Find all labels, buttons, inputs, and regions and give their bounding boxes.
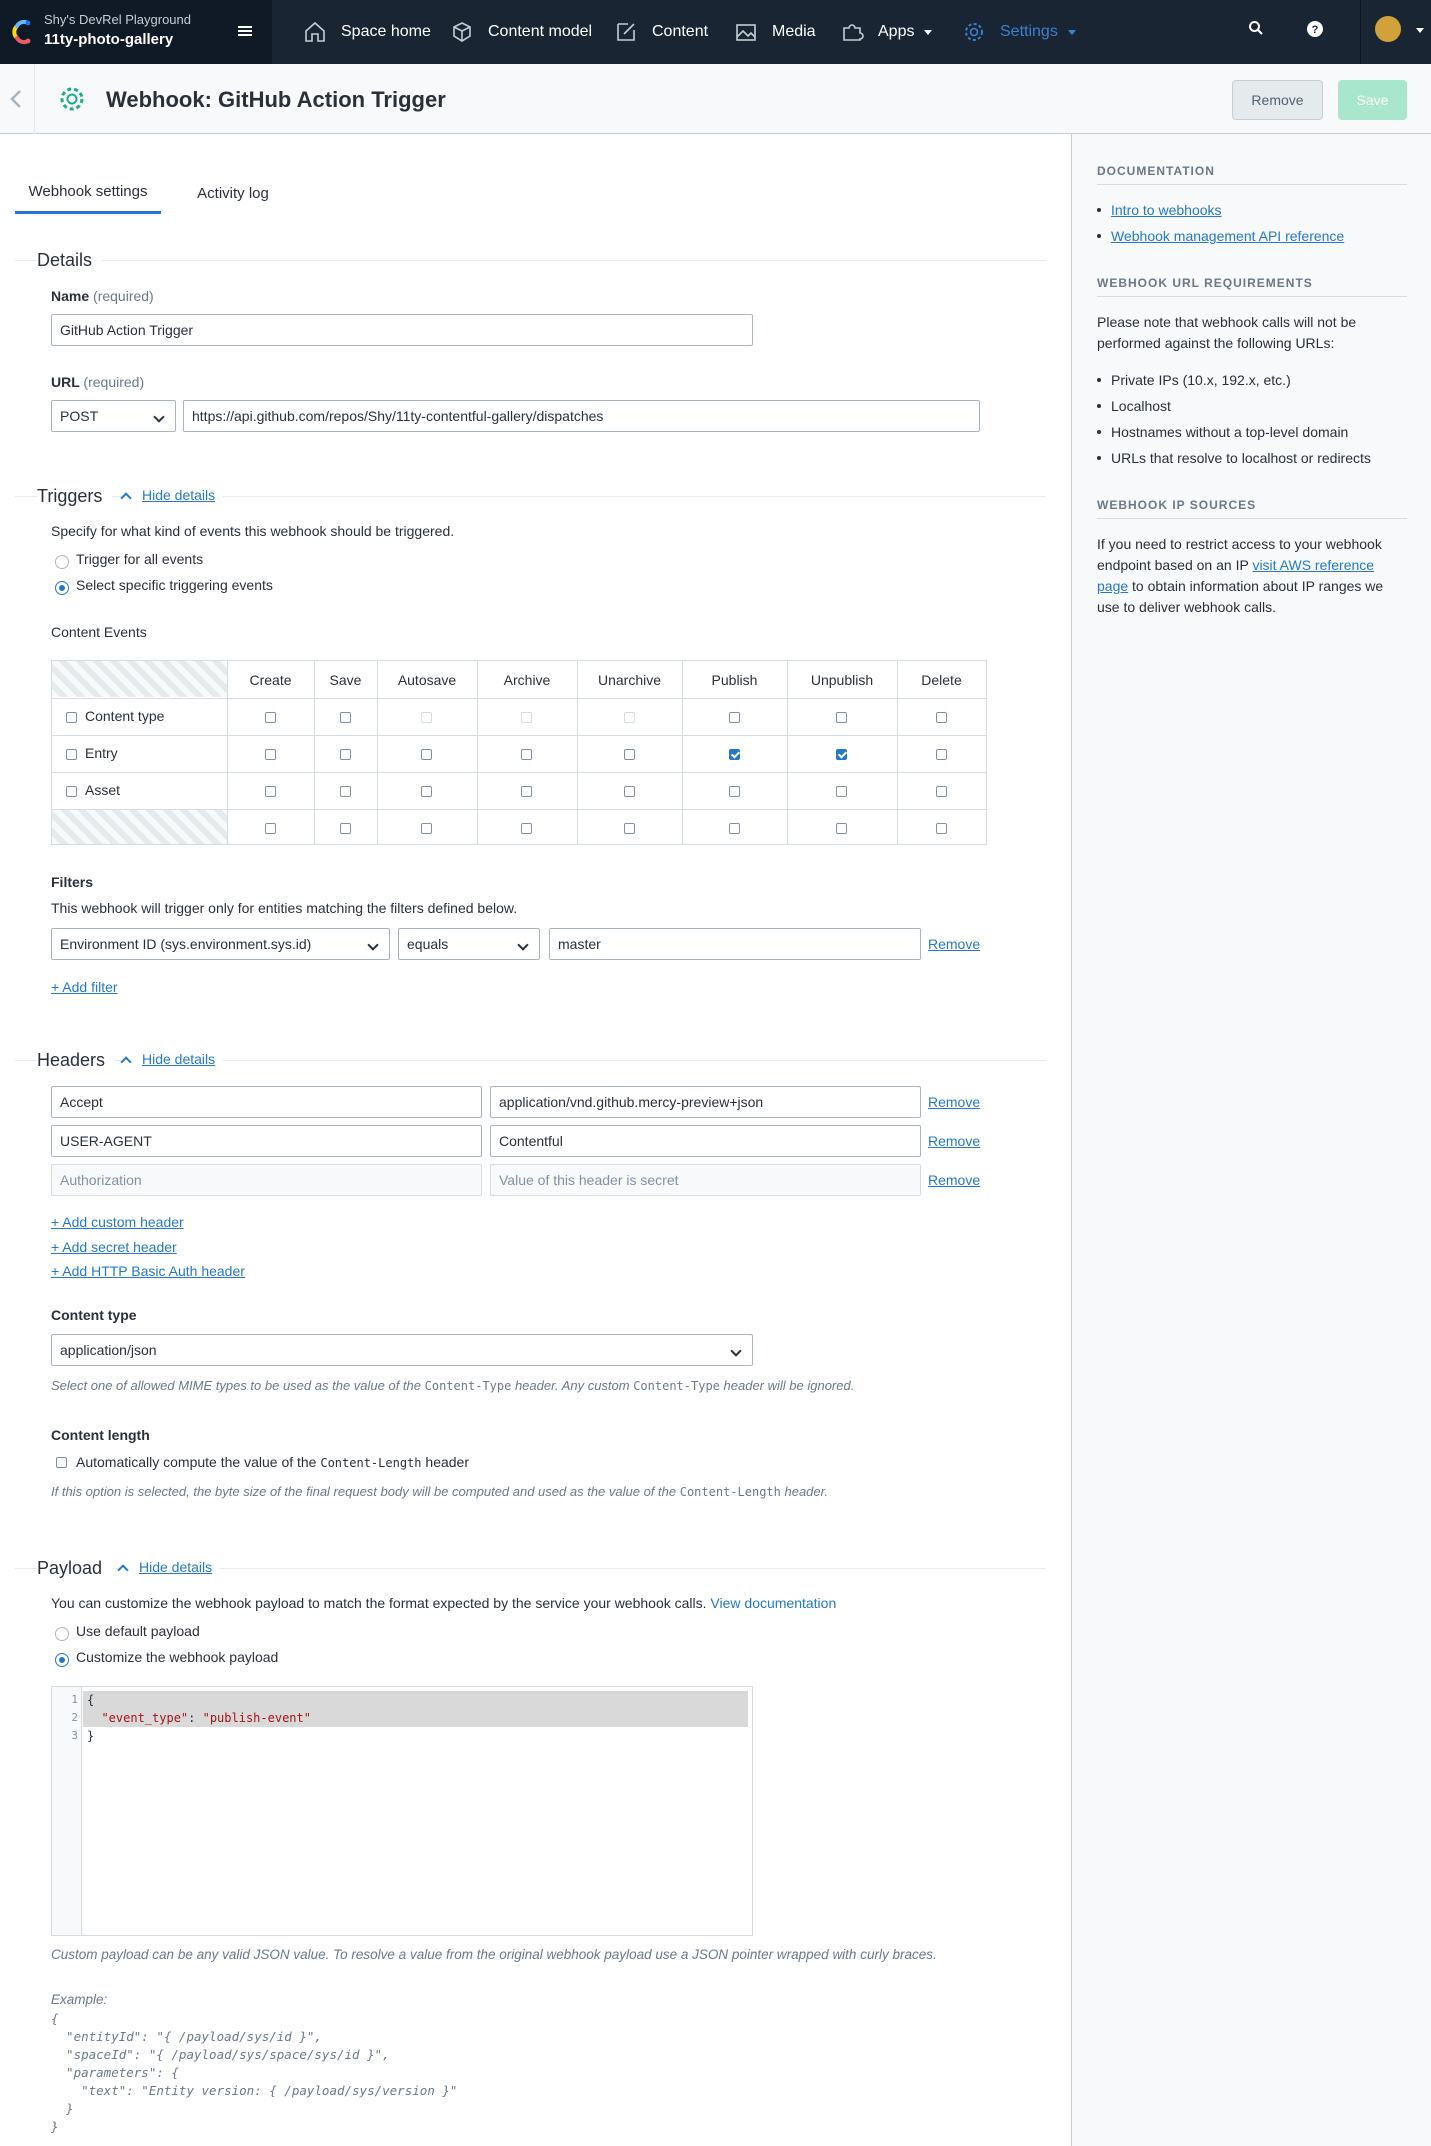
headers-heading: Headers <box>37 1050 115 1071</box>
payload-heading: Payload <box>37 1558 112 1579</box>
hide-details-link[interactable]: Hide details <box>142 1051 216 1067</box>
column-header: Create <box>249 671 292 688</box>
nav-label: Settings <box>1000 23 1058 40</box>
payload-description-text: You can customize the webhook payload to match the format expected by the service your webhook calls. <box>51 1595 707 1611</box>
list-item: URLs that resolve to localhost or redirects <box>1097 445 1407 471</box>
triggers-heading: Triggers <box>37 486 112 507</box>
nav-label: Content model <box>488 23 593 40</box>
settings-gear-icon <box>58 85 86 113</box>
documentation-heading: DOCUMENTATION <box>1097 164 1407 185</box>
column-header: Save <box>329 671 362 688</box>
hint-text: header. Any custom <box>511 1378 634 1393</box>
content-type-select[interactable]: application/json <box>51 1334 753 1366</box>
event-checkbox[interactable] <box>521 786 532 797</box>
column-header: Archive <box>503 671 551 688</box>
event-checkbox[interactable] <box>265 712 276 723</box>
nav-content-model[interactable] <box>450 0 592 64</box>
event-checkbox[interactable] <box>836 749 847 760</box>
add-filter-link[interactable]: + Add filter <box>51 979 118 995</box>
column-select-all-checkbox[interactable] <box>624 823 635 834</box>
line-number: 1 <box>71 1693 78 1706</box>
event-checkbox[interactable] <box>340 749 351 760</box>
row-select-all-checkbox[interactable] <box>66 786 77 797</box>
chevron-up-icon <box>120 492 131 503</box>
list-item: Hostnames without a top-level domain <box>1097 419 1407 445</box>
name-label <box>51 288 154 304</box>
code-key: "event_type" <box>101 1711 189 1725</box>
list-item: Localhost <box>1097 393 1407 419</box>
chevron-down-icon <box>1068 30 1076 35</box>
hint-text: header. <box>780 1484 829 1499</box>
url-requirements-heading: WEBHOOK URL REQUIREMENTS <box>1097 276 1407 297</box>
example-label: Example: <box>51 1992 108 2007</box>
radio-default-payload[interactable] <box>55 1627 69 1641</box>
code-value: "publish-event" <box>202 1711 311 1725</box>
filter-value-input[interactable]: master <box>549 928 921 960</box>
event-checkbox[interactable] <box>936 712 947 723</box>
url-requirements-description: Please note that webhook calls will not be performed against the following URLs: <box>1097 314 1357 351</box>
page-title: Webhook: GitHub Action Trigger <box>106 87 446 112</box>
back-arrow-icon[interactable] <box>8 89 24 109</box>
divider <box>34 64 35 134</box>
nav-label: Media <box>772 23 816 40</box>
required-marker: (required) <box>83 374 145 390</box>
radio-specific-events[interactable] <box>55 581 69 595</box>
event-checkbox[interactable] <box>936 749 947 760</box>
filters-heading: Filters <box>51 874 94 890</box>
event-checkbox[interactable] <box>265 749 276 760</box>
nav-divider <box>1360 0 1361 64</box>
header-remove-link[interactable]: Remove <box>928 1094 981 1110</box>
workbench-header <box>0 64 1431 134</box>
documentation-list <box>1097 197 1407 249</box>
event-checkbox[interactable] <box>936 786 947 797</box>
header-value-input[interactable]: application/vnd.github.mercy-preview+json <box>490 1086 921 1118</box>
column-header: Delete <box>921 671 962 688</box>
view-documentation-link[interactable]: View documentation <box>710 1595 837 1611</box>
menu-icon[interactable] <box>236 22 254 40</box>
filter-remove-link[interactable]: Remove <box>928 936 981 952</box>
table-row-footer <box>52 809 986 846</box>
radio-all-events-label: Trigger for all events <box>76 551 204 567</box>
column-header: Unarchive <box>597 671 662 688</box>
code-line: } <box>87 1729 95 1743</box>
header-key-input[interactable]: USER-AGENT <box>51 1125 482 1157</box>
list-item <box>1097 223 1407 249</box>
content-icon <box>614 20 638 44</box>
header-key-input[interactable]: Accept <box>51 1086 482 1118</box>
event-checkbox[interactable] <box>836 786 847 797</box>
hide-details-link[interactable]: Hide details <box>139 1559 213 1575</box>
content-model-icon <box>450 20 474 44</box>
column-header: Autosave <box>397 671 457 688</box>
add-custom-header-link[interactable]: + Add custom header <box>51 1214 184 1230</box>
content-events-table <box>51 660 987 845</box>
nav-apps[interactable] <box>840 0 932 64</box>
triggers-hide-details[interactable] <box>122 487 223 503</box>
header-remove-link[interactable]: Remove <box>928 1133 981 1149</box>
ip-text: If you need to restrict access to your webhook endpoint based on an IP <box>1097 536 1382 573</box>
url-label <box>51 374 144 390</box>
column-select-all-checkbox[interactable] <box>265 823 276 834</box>
column-select-all-checkbox[interactable] <box>521 823 532 834</box>
payload-description <box>51 1595 836 1611</box>
column-select-all-checkbox[interactable] <box>936 823 947 834</box>
media-icon <box>734 20 758 44</box>
line-number: 2 <box>71 1711 78 1724</box>
event-checkbox[interactable] <box>624 786 635 797</box>
avatar[interactable] <box>1375 16 1401 42</box>
event-checkbox[interactable] <box>340 712 351 723</box>
checkbox-text: header <box>421 1454 469 1470</box>
line-number: 3 <box>71 1729 78 1742</box>
section-divider <box>15 260 1046 261</box>
column-select-all-checkbox[interactable] <box>421 823 432 834</box>
add-basic-auth-header-link[interactable]: + Add HTTP Basic Auth header <box>51 1263 245 1279</box>
space-name: 11ty-photo-gallery <box>44 31 174 48</box>
content-type-label: Content type <box>51 1307 137 1323</box>
settings-icon <box>962 20 986 44</box>
checkbox-text: Automatically compute the value of the <box>76 1454 321 1470</box>
payload-code-editor[interactable] <box>51 1686 753 1936</box>
table-corner <box>52 661 227 697</box>
hint-text: header will be ignored. <box>719 1378 855 1393</box>
payload-hide-details[interactable] <box>119 1559 220 1575</box>
column-header: Publish <box>711 671 758 688</box>
url-requirements-list <box>1097 367 1407 471</box>
event-checkbox[interactable] <box>521 749 532 760</box>
filter-operator-select[interactable]: equals <box>398 928 540 960</box>
space-switcher[interactable] <box>0 0 272 64</box>
required-marker: (required) <box>93 288 154 304</box>
hint-code: Content-Type <box>424 1379 512 1393</box>
table-row <box>52 735 986 772</box>
nav-label: Content <box>652 23 709 40</box>
hide-details-link[interactable]: Hide details <box>142 487 216 503</box>
event-checkbox[interactable] <box>836 712 847 723</box>
nav-content[interactable] <box>614 0 708 64</box>
url-input[interactable]: https://api.github.com/repos/Shy/11ty-contentful-gallery/dispatches <box>183 400 980 432</box>
table-row <box>52 698 986 735</box>
row-label: Content type <box>85 708 165 724</box>
event-checkbox[interactable] <box>421 786 432 797</box>
chevron-up-icon <box>117 1564 128 1575</box>
row-select-all-checkbox[interactable] <box>66 749 77 760</box>
help-icon[interactable] <box>1306 20 1324 38</box>
event-checkbox[interactable] <box>265 786 276 797</box>
payload-hint: Custom payload can be any valid JSON value. To resolve a value from the original webhook payload use a JSON pointer wrapped with curly braces. <box>51 1947 937 1962</box>
nav-label: Apps <box>878 23 915 40</box>
name-input[interactable]: GitHub Action Trigger <box>51 314 753 346</box>
event-checkbox <box>421 712 432 723</box>
content-type-hint <box>51 1378 854 1393</box>
column-select-all-checkbox[interactable] <box>340 823 351 834</box>
code-line: "event_type": "publish-event" <box>101 1711 311 1725</box>
org-name: Shy's DevRel Playground <box>44 12 191 27</box>
radio-all-events[interactable] <box>55 555 69 569</box>
secret-header-value-input[interactable]: Value of this header is secret <box>490 1164 921 1196</box>
code-line: { <box>87 1693 95 1707</box>
checkbox-code: Content-Length <box>320 1456 422 1470</box>
filter-field-select[interactable]: Environment ID (sys.environment.sys.id) <box>51 928 390 960</box>
event-checkbox <box>521 712 532 723</box>
contentful-logo-icon <box>8 17 34 47</box>
nav-settings[interactable] <box>962 0 1076 64</box>
tab-webhook-settings[interactable]: Webhook settings <box>15 172 161 214</box>
event-checkbox[interactable] <box>624 749 635 760</box>
headers-hide-details[interactable] <box>122 1051 223 1067</box>
editor-gutter <box>52 1687 82 1935</box>
radio-specific-events-label: Select specific triggering events <box>76 577 273 593</box>
event-checkbox[interactable] <box>340 786 351 797</box>
top-navigation <box>0 0 1431 64</box>
row-select-all-checkbox[interactable] <box>66 712 77 723</box>
event-checkbox[interactable] <box>729 749 740 760</box>
remove-button[interactable]: Remove <box>1232 80 1323 120</box>
http-method-select[interactable]: POST <box>51 400 176 432</box>
secret-header-key-input[interactable]: Authorization <box>51 1164 482 1196</box>
column-select-all-checkbox[interactable] <box>836 823 847 834</box>
hint-text: If this option is selected, the byte size of the final request body will be computed and used as the value of the <box>51 1484 680 1499</box>
home-icon <box>303 20 327 44</box>
apps-icon <box>840 20 864 44</box>
ip-sources-description <box>1097 534 1407 618</box>
payload-example: { "entityId": "{ /payload/sys/id }", "spaceId": "{ /payload/sys/space/sys/id }", "parameters": { "text": "Entity version: { /payload/sys/version }" } } <box>51 2011 458 2134</box>
content-length-hint <box>51 1484 828 1499</box>
details-heading: Details <box>37 250 102 271</box>
column-select-all-checkbox[interactable] <box>729 823 740 834</box>
nav-media[interactable] <box>734 0 816 64</box>
tab-activity-log[interactable]: Activity log <box>197 184 269 202</box>
hint-code: Content-Type <box>633 1379 720 1393</box>
editor-text-area[interactable] <box>83 1687 752 1935</box>
chevron-down-icon <box>924 30 932 35</box>
event-checkbox[interactable] <box>729 712 740 723</box>
filters-description: This webhook will trigger only for entities matching the filters defined below. <box>51 900 518 916</box>
list-item <box>1097 197 1407 223</box>
content-length-checkbox[interactable] <box>56 1457 67 1468</box>
url-label-text: URL <box>51 374 80 390</box>
radio-default-payload-label: Use default payload <box>76 1623 200 1639</box>
row-label: Asset <box>85 782 121 798</box>
header-value-input[interactable]: Contentful <box>490 1125 921 1157</box>
add-secret-header-link[interactable]: + Add secret header <box>51 1239 177 1255</box>
ip-sources-heading: WEBHOOK IP SOURCES <box>1097 498 1407 519</box>
aws-reference-link[interactable]: visit AWS reference page <box>1097 557 1375 594</box>
event-checkbox[interactable] <box>421 749 432 760</box>
content-length-checkbox-label <box>76 1454 469 1470</box>
webhook-api-reference-link[interactable]: Webhook management API reference <box>1111 228 1345 244</box>
save-button[interactable]: Save <box>1338 80 1407 120</box>
column-header: Unpublish <box>810 671 874 688</box>
radio-custom-payload-label: Customize the webhook payload <box>76 1649 279 1665</box>
sidebar <box>1071 134 1431 2146</box>
name-label-text: Name <box>51 288 90 304</box>
radio-custom-payload[interactable] <box>55 1653 69 1667</box>
hint-code: Content-Length <box>679 1485 781 1499</box>
chevron-down-icon[interactable] <box>1416 28 1424 33</box>
list-item: Private IPs (10.x, 192.x, etc.) <box>1097 367 1407 393</box>
intro-to-webhooks-link[interactable]: Intro to webhooks <box>1111 202 1222 218</box>
content-events-label: Content Events <box>51 624 147 640</box>
ip-text: to obtain information about IP ranges we use to deliver webhook calls. <box>1097 578 1384 615</box>
triggers-description: Specify for what kind of events this webhook should be triggered. <box>51 523 455 539</box>
event-checkbox <box>624 712 635 723</box>
chevron-up-icon <box>120 1056 131 1067</box>
hint-text: Select one of allowed MIME types to be used as the value of the <box>51 1378 425 1393</box>
row-label: Entry <box>85 745 118 761</box>
content-length-label: Content length <box>51 1427 150 1443</box>
header-remove-link[interactable]: Remove <box>928 1172 981 1188</box>
nav-label: Space home <box>341 23 431 40</box>
table-row <box>52 772 986 809</box>
svg-text:?: ? <box>1311 24 1319 36</box>
search-icon[interactable] <box>1248 20 1264 36</box>
nav-space-home[interactable] <box>303 0 431 64</box>
event-checkbox[interactable] <box>729 786 740 797</box>
